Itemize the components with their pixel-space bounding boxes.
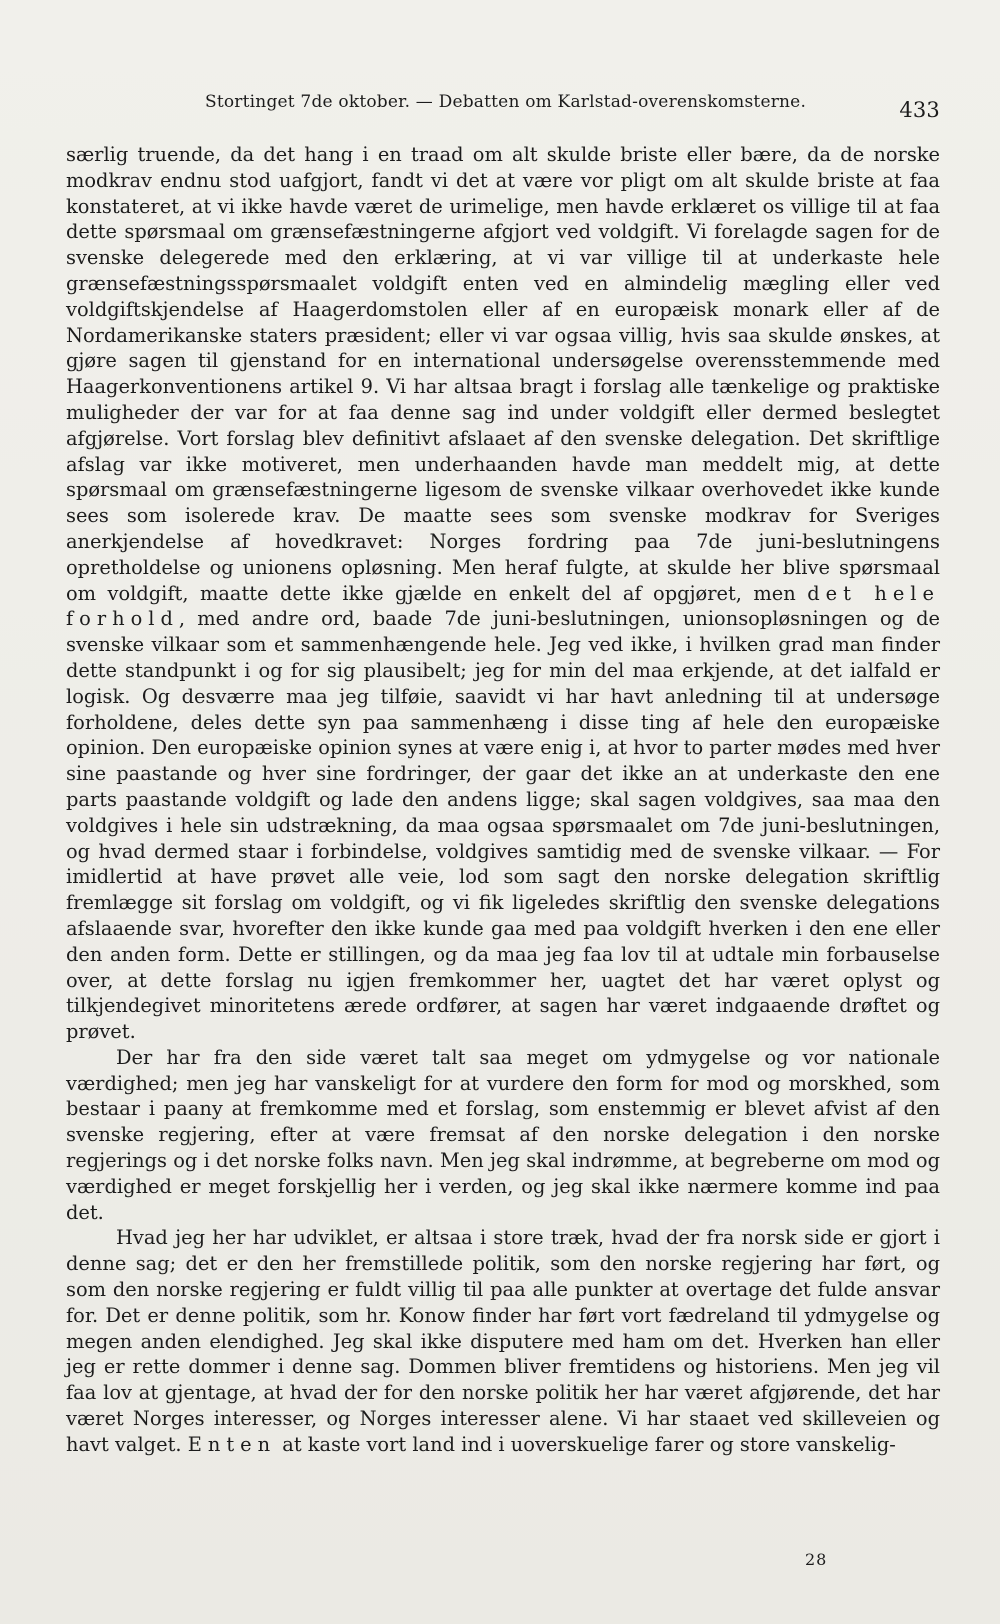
paragraph-text: , med andre ord, baade 7de juni-beslutningen, unionsopløsningen og de svenske vilkaar som et sammenhængende hele. Jeg ved ikke, i hvilken grad man finder dette standpunkt i og for sig plausibelt; jeg for min del maa erkjende, at det ialfald er logisk. Og desværre maa jeg tilføie, saavidt vi har havt anledning til at undersøge forholdene, deles dette syn paa sammenhæng i disse ting af hele den europæiske opinion. Den europæiske opinion synes at være enig i, at hvor to parter mødes med hver sine paastande og hver sine fordringer, der gaar det ikke an at underkaste den ene parts paastande voldgift og lade den andens ligge; skal sagen voldgives, saa maa den voldgives i hele sin udstrækning, da maa ogsaa spørsmaalet om 7de juni-beslutningen, og hvad dermed staar i forbindelse, voldgives samtidig med de svenske vilkaar. — For imidlertid at have prøvet alle veie, lod som sagt den norske delegation skriftlig fremlægge sit forslag om voldgift, og vi fik ligeledes skriftlig den svenske delegations afslaaende svar, hvorefter den ikke kunde gaa med paa voldgift hverken i den ene eller den anden form. Dette er stillingen, og da maa jeg faa lov til at udtale min forbauselse over, at dette forslag nu igjen fremkommer her, uagtet det har været oplyst og tilkjendegivet minoritetens ærede ordfører, at sagen har været indgaaende drøftet og prøvet. bbox=[66, 607, 940, 1044]
signature-mark: 28 bbox=[805, 1550, 828, 1569]
paragraph-text: særlig truende, da det hang i en traad om alt skulde briste eller bære, da de norske modkrav endnu stod uafgjort, fandt vi det at være vor pligt om alt skulde briste at faa konstateret, at vi ikke havde været de urimelige, men havde erklæret os villige til at faa dette spørsmaal om grænsefæstningerne afgjort ved voldgift. Vi forelagde sagen for de svenske delegerede med den erklæring, at vi var villige til at underkaste hele grænsefæstningsspørsmaalet voldgift enten ved en almindelig mægling eller ved voldgiftskjendelse af Haagerdomstolen eller af en europæisk monark eller af de Nordamerikanske staters præsident; eller vi var ogsaa villig, hvis saa skulde ønskes, at gjøre sagen til gjenstand for en international undersøgelse overensstemmende med Haagerkonventionens artikel 9. Vi har altsaa bragt i forslag alle tænkelige og praktiske muligheder der var for at faa denne sag ind under voldgift eller dermed beslegtet afgjørelse. Vort forslag blev definitivt afslaaet af den svenske delegation. Det skriftlige afslag var ikke motiveret, men underhaanden havde man meddelt mig, at dette spørsmaal om grænsefæstningerne ligesom de svenske vilkaar overhovedet ikke kunde sees som isolerede krav. De maatte sees som svenske modkrav for Sveriges anerkjendelse af hovedkravet: Norges fordring paa 7de juni-beslutningens opretholdelse og unionens opløsning. Men heraf fulgte, at skulde her blive spørsmaal om voldgift, maatte dette ikke gjælde en enkelt del af opgjøret, men bbox=[66, 143, 940, 605]
running-header bbox=[205, 92, 940, 122]
paragraph-text: Hvad jeg her har udviklet, er altsaa i store træk, hvad der fra norsk side er gjort i denne sag; det er den her fremstillede politik, som den norske regjering har ført, og som den norske regjering er fuldt villig til paa alle punkter at overtage det fulde ansvar for. Det er denne politik, som hr. Konow finder har ført vort fædreland til ydmygelse og megen anden elendighed. Jeg skal ikke disputere med ham om det. Hverken han eller jeg er rette dommer i denne sag. Dommen bliver fremtidens og historiens. Men jeg vil faa lov at gjentage, at hvad der for den norske politik her har været afgjørende, det har været Norges interesser, og Norges interesser alene. Vi har staaet ved skilleveien og havt valget. bbox=[66, 1226, 940, 1456]
paragraph-text: at kaste vort land ind i uoverskuelige farer og store vanskelig- bbox=[276, 1432, 896, 1456]
body-text bbox=[66, 142, 940, 1458]
paragraph-p2 bbox=[66, 1045, 940, 1226]
emphasis-spaced-text: Enten bbox=[187, 1432, 277, 1456]
page-number: 433 bbox=[899, 98, 940, 122]
paragraph-text: Der har fra den side været talt saa meget om ydmygelse og vor nationale værdighed; men jeg har vanskeligt for at vurdere den form for mod og morskhed, som bestaar i paany at fremkomme med et forslag, som enstemmig er blevet afvist af den svenske regjering, efter at være fremsat af den norske delegation i den norske regjerings og i det norske folks navn. Men jeg skal indrømme, at begreberne om mod og værdighed er meget forskjellig her i verden, og jeg skal ikke nærmere komme ind paa det. bbox=[66, 1045, 940, 1224]
emphasis-spaced-text: det hele forhold bbox=[66, 581, 940, 631]
running-title: Stortinget 7de oktober. — Debatten om Karlstad-overenskomsterne. bbox=[205, 92, 807, 112]
paragraph-p3 bbox=[66, 1225, 940, 1457]
paragraph-p1 bbox=[66, 142, 940, 1045]
